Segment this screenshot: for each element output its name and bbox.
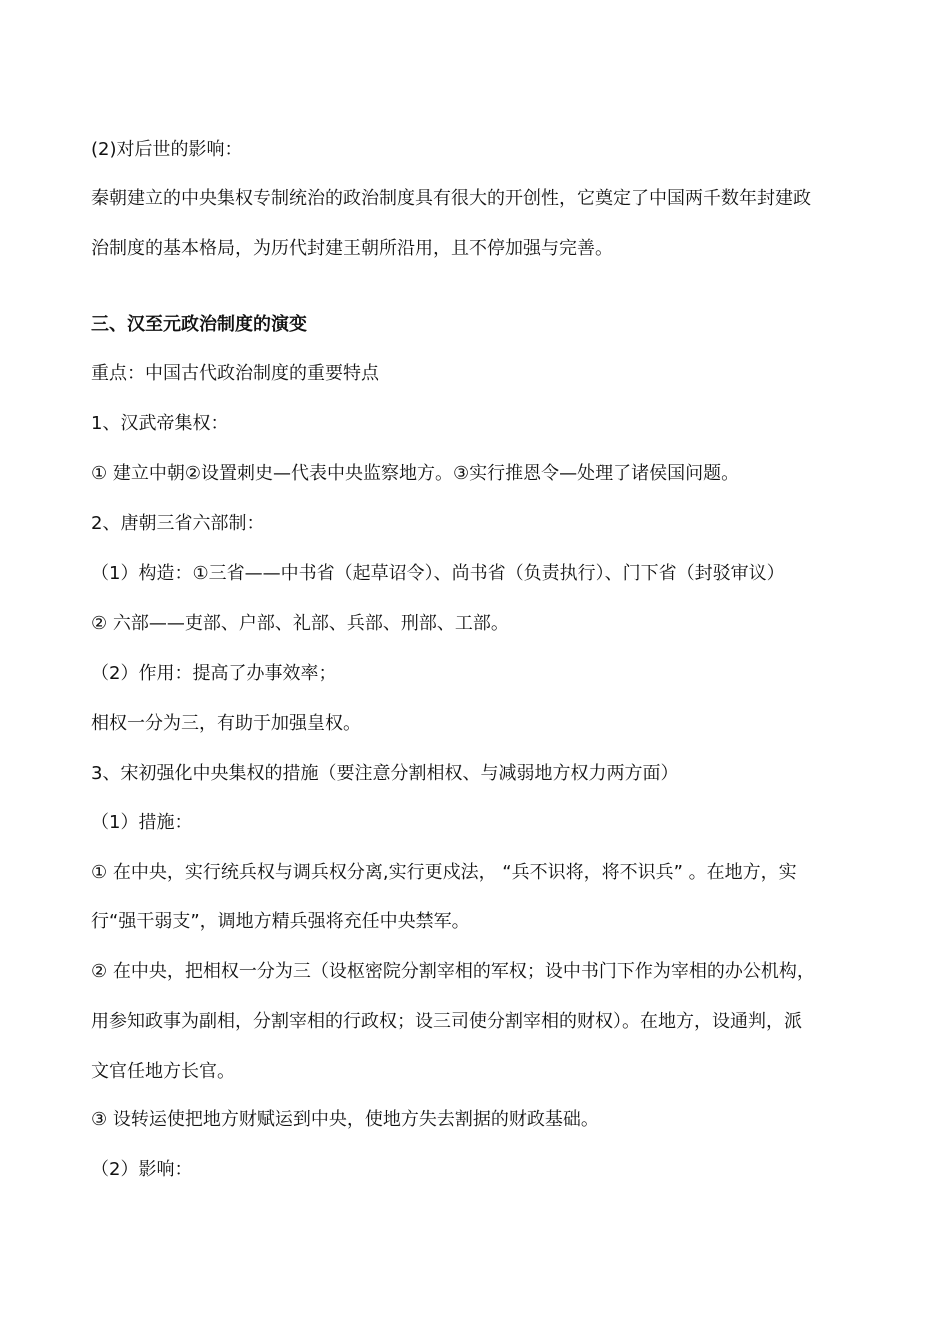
paragraph-line: （1）构造：①三省——中书省（起草诏令）、尚书省（负责执行）、门下省（封驳审议） (91, 563, 785, 584)
paragraph-line: ③ 设转运使把地方财赋运到中央，使地方失去割据的财政基础。 (91, 1109, 599, 1130)
paragraph-line: 行“强干弱支”，调地方精兵强将充任中央禁军。 (91, 911, 470, 932)
paragraph-line: ① 在中央，实行统兵权与调兵权分离,实行更戍法， “兵不识将，将不识兵” 。在地方，实 (91, 862, 797, 883)
key-point-line: 重点：中国古代政治制度的重要特点 (91, 363, 379, 384)
paragraph-line: 文官任地方长官。 (91, 1061, 235, 1082)
paragraph-line: 用参知政事为副相，分割宰相的行政权；设三司使分割宰相的财权）。在地方，设通判，派 (91, 1011, 802, 1032)
paragraph-line: 治制度的基本格局，为历代封建王朝所沿用，且不停加强与完善。 (91, 238, 613, 259)
paragraph-line: 秦朝建立的中央集权专制统治的政治制度具有很大的开创性，它奠定了中国两千数年封建政 (91, 188, 811, 209)
paragraph-line: ① 建立中朝②设置刺史—代表中央监察地方。③实行推恩令—处理了诸侯国问题。 (91, 463, 740, 484)
subitem-heading: （2）影响： (91, 1159, 193, 1180)
section-heading: 三、汉至元政治制度的演变 (91, 314, 307, 335)
paragraph-line: ② 在中央，把相权一分为三（设枢密院分割宰相的军权；设中书门下作为宰相的办公机构， (91, 961, 815, 982)
subitem-heading: （1）措施： (91, 812, 193, 833)
subsection-heading-influence: (2)对后世的影响： (91, 139, 243, 160)
item-heading: 2、唐朝三省六部制： (91, 513, 265, 534)
item-heading: 1、汉武帝集权： (91, 413, 229, 434)
paragraph-line: 相权一分为三，有助于加强皇权。 (91, 713, 361, 734)
paragraph-line: ② 六部——吏部、户部、礼部、兵部、刑部、工部。 (91, 613, 509, 634)
item-heading: 3、宋初强化中央集权的措施（要注意分割相权、与减弱地方权力两方面） (91, 763, 679, 784)
paragraph-line: （2）作用：提高了办事效率； (91, 663, 337, 684)
